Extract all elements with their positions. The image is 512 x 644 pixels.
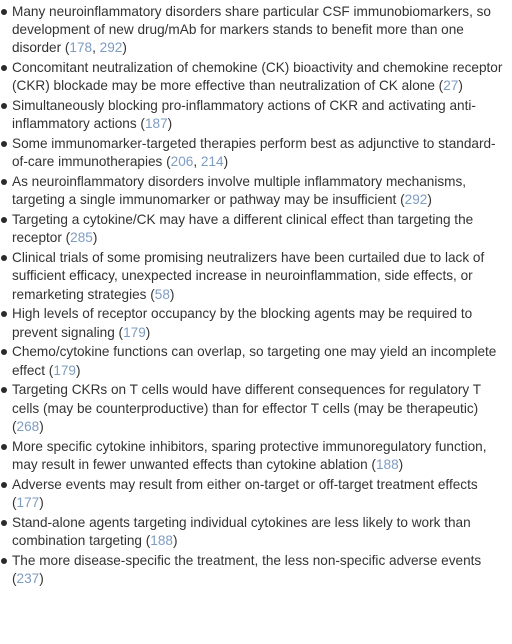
bullet-item: [0, 438, 508, 474]
bullet-dot-icon: [1, 179, 7, 185]
bullet-text: ): [167, 116, 173, 132]
bullet-text: ,: [92, 40, 100, 56]
bullet-text: ): [172, 532, 178, 548]
reference-link[interactable]: 237: [16, 570, 40, 586]
bullet-text: Some immunomarker-targeted therapies perform best as adjunctive to standard-of-care immunotherapies (: [12, 136, 496, 170]
reference-link[interactable]: 214: [200, 154, 224, 170]
bullet-dot-icon: [1, 103, 7, 109]
bullet-item: [0, 476, 508, 512]
bullet-dot-icon: [1, 558, 7, 564]
bullet-dot-icon: [1, 444, 7, 450]
bullet-text: The more disease-specific the treatment, the less non-specific adverse events (: [12, 552, 482, 586]
bullet-dot-icon: [1, 387, 7, 393]
bullet-item: [0, 3, 508, 58]
bullet-text: ): [458, 78, 463, 94]
bullet-text: More specific cytokine inhibitors, sparing protective immunoregulatory function, may result in fewer unwanted effects than cytokine ablation (: [12, 438, 487, 472]
bullet-text: ): [39, 418, 44, 434]
bullet-item: [0, 343, 508, 379]
bullet-text: ): [39, 570, 44, 586]
bullet-item: [0, 211, 508, 247]
bullet-dot-icon: [1, 482, 7, 488]
bullet-text: Concomitant neutralization of chemokine (CK) bioactivity and chemokine receptor (CKR) blockade may be more effective than neutralization of CK alone (: [12, 60, 503, 94]
reference-link[interactable]: 178: [69, 40, 93, 56]
bullet-text: ): [427, 192, 432, 208]
reference-link[interactable]: 179: [123, 324, 146, 340]
bullet-item: [0, 249, 508, 304]
bullet-dot-icon: [1, 349, 7, 355]
bullet-dot-icon: [1, 311, 7, 317]
bullet-text: ): [398, 456, 404, 472]
bullet-text: ): [92, 230, 98, 246]
bullet-text: ): [223, 154, 229, 170]
reference-link[interactable]: 292: [99, 40, 123, 56]
reference-link[interactable]: 27: [443, 78, 459, 94]
reference-link[interactable]: 206: [170, 154, 194, 170]
reference-link[interactable]: 177: [16, 494, 40, 510]
bullet-dot-icon: [1, 520, 7, 526]
bullet-text: Many neuroinflammatory disorders share particular CSF immunobiomarkers, so development of new drug/mAb for markers stands to benefit more than one disorder (: [12, 4, 491, 56]
bullet-item: [0, 552, 508, 588]
bullet-item: [0, 305, 508, 341]
bullet-dot-icon: [1, 255, 7, 261]
bullet-text: Targeting CKRs on T cells would have different consequences for regulatory T cells (may be counterproductive) than for effector T cells (may be therapeutic) (: [12, 382, 481, 434]
reference-link[interactable]: 58: [154, 286, 170, 302]
bullet-list: [0, 3, 508, 588]
reference-link[interactable]: 268: [16, 418, 40, 434]
bullet-dot-icon: [1, 9, 7, 15]
reference-link[interactable]: 285: [70, 230, 93, 246]
bullet-text: ): [145, 324, 151, 340]
reference-link[interactable]: 188: [150, 532, 173, 548]
bullet-text: As neuroinflammatory disorders involve multiple inflammatory mechanisms, targeting a single immunomarker or pathway may be insufficient (: [12, 174, 467, 208]
bullet-text: Simultaneously blocking pro-inflammatory actions of CKR and activating anti-inflammatory actions (: [12, 98, 476, 132]
bullet-text: ): [122, 40, 127, 56]
bullet-item: [0, 173, 508, 209]
reference-link[interactable]: 292: [404, 192, 428, 208]
bullet-item: [0, 514, 508, 550]
bullet-item: [0, 381, 508, 436]
bullet-text: ): [169, 286, 175, 302]
bullet-text: Stand-alone agents targeting individual cytokines are less likely to work than combination targeting (: [12, 514, 471, 548]
bullet-text: Targeting a cytokine/CK may have a different clinical effect than targeting the receptor (: [12, 212, 474, 246]
bullet-text: Chemo/cytokine functions can overlap, so targeting one may yield an incomplete effect (: [12, 344, 497, 378]
bullet-item: [0, 135, 508, 171]
reference-link[interactable]: 187: [144, 116, 168, 132]
bullet-text: Adverse events may result from either on-target or off-target treatment effects (: [12, 476, 478, 510]
bullet-dot-icon: [1, 141, 7, 147]
bullet-text: ): [39, 494, 44, 510]
reference-link[interactable]: 188: [375, 456, 399, 472]
bullet-text: ): [76, 362, 81, 378]
bullet-text: ,: [193, 154, 201, 170]
bullet-item: [0, 59, 508, 95]
bullet-item: [0, 97, 508, 133]
reference-link[interactable]: 179: [53, 362, 76, 378]
bullet-text: High levels of receptor occupancy by the blocking agents may be required to prevent signaling (: [12, 306, 473, 340]
bullet-dot-icon: [1, 217, 7, 223]
bullet-text: Clinical trials of some promising neutralizers have been curtailed due to lack of sufficient efficacy, unexpected increase in neuroinflammation, side effects, or remarketing strategies (: [12, 250, 485, 302]
bullet-dot-icon: [1, 65, 7, 71]
